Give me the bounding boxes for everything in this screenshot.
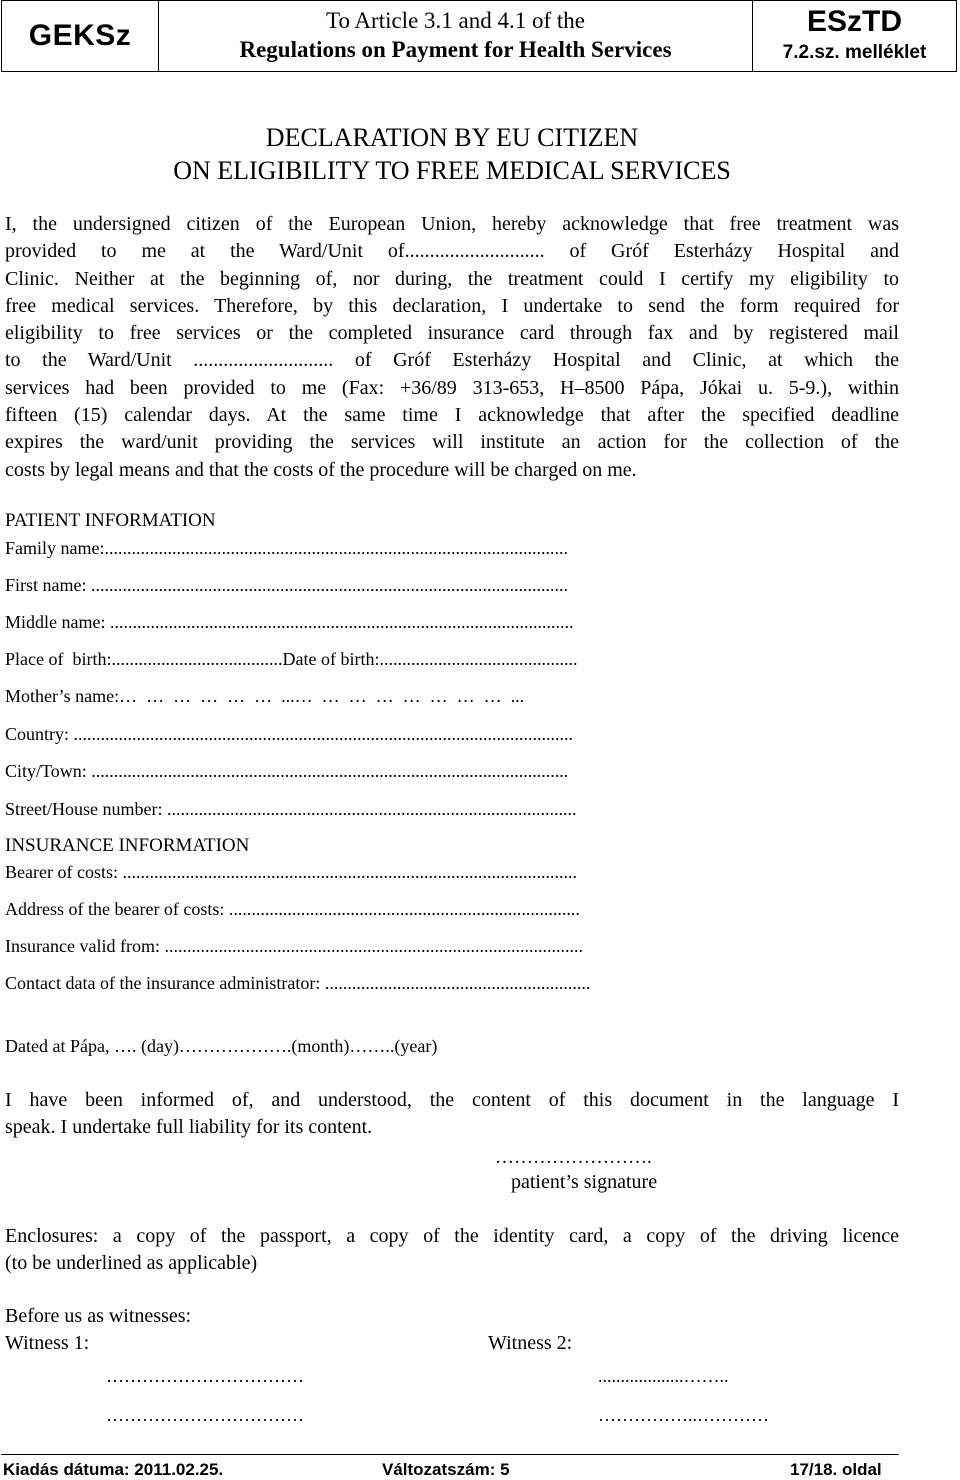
- family-name-field[interactable]: Family name:.......................................................................................................: [5, 538, 568, 558]
- annex-label: 7.2.sz. melléklet: [782, 42, 927, 63]
- paragraph-line: Clinic. Neither at the beginning of, nor during, the treatment could I certify my eligibility to: [5, 267, 899, 290]
- witness-2-label: Witness 2:: [488, 1332, 573, 1354]
- insurance-admin-contact-field[interactable]: Contact data of the insurance administrator: ...........................................................: [5, 973, 591, 993]
- paragraph-line: Enclosures: a copy of the passport, a copy of the identity card, a copy of the driving licence: [5, 1225, 899, 1247]
- dated-line[interactable]: Dated at Pápa, …. (day)……………….(month)……..(year): [5, 1036, 438, 1056]
- regulation-cell: [159, 1, 753, 71]
- regulation-line: Regulations on Payment for Health Services: [239, 37, 672, 62]
- place-date-of-birth-field[interactable]: Place of birth:......................................Date of birth:............................................: [5, 649, 578, 669]
- paragraph-line: expires the ward/unit providing the services will institute an action for the collection of the: [5, 431, 899, 454]
- mother-name-field[interactable]: Mother’s name:… … … … … … ...… … … … … … … … ...: [5, 686, 525, 706]
- footer-divider: [1, 1454, 899, 1455]
- paragraph-line: I have been informed of, and understood, the content of this document in the language I: [5, 1089, 899, 1111]
- paragraph-line: costs by legal means and that the costs of the procedure will be charged on me.: [5, 458, 637, 481]
- witness-1-name-line[interactable]: ……………………………: [106, 1405, 304, 1425]
- country-field[interactable]: Country: ...............................................................................................................: [5, 724, 574, 744]
- paragraph-line: eligibility to free services or the completed insurance card through fax and by registered mail: [5, 322, 899, 345]
- witness-1-signature-line[interactable]: ……………………………: [106, 1366, 304, 1386]
- version-number: Változatszám: 5: [382, 1460, 510, 1479]
- city-field[interactable]: City/Town: ..........................................................................................................: [5, 761, 569, 781]
- page-number: 17/18. oldal: [790, 1460, 882, 1479]
- first-name-field[interactable]: First name: ..........................................................................................................: [5, 575, 568, 595]
- document-code: ESzTD: [806, 5, 902, 38]
- insurance-info-heading: INSURANCE INFORMATION: [5, 835, 250, 856]
- document-header: [1, 0, 957, 72]
- insurance-valid-from-field[interactable]: Insurance valid from: .............................................................................................: [5, 936, 583, 956]
- declaration-paragraph: [5, 211, 899, 484]
- witnesses-heading: Before us as witnesses:: [5, 1305, 192, 1327]
- patient-info-heading: PATIENT INFORMATION: [5, 510, 216, 531]
- paragraph-line: (to be underlined as applicable): [5, 1252, 258, 1274]
- signature-dots[interactable]: …………………….: [495, 1147, 652, 1168]
- paragraph-line: provided to me at the Ward/Unit of............................ of Gróf Esterházy Hospital and: [5, 240, 899, 263]
- middle-name-field[interactable]: Middle name: .......................................................................................................: [5, 612, 574, 632]
- paragraph-line: services had been provided to me (Fax: +36/89 313-653, H–8500 Pápa, Jókai u. 5-9.), within: [5, 376, 899, 399]
- signature-label: patient’s signature: [511, 1171, 658, 1193]
- paragraph-line: fifteen (15) calendar days. At the same time I acknowledge that after the specified deadline: [5, 404, 899, 427]
- witness-1-label: Witness 1:: [5, 1332, 90, 1354]
- witness-2-name-line[interactable]: ……………..…………: [598, 1405, 769, 1425]
- bearer-of-costs-field[interactable]: Bearer of costs: .....................................................................................................: [5, 862, 577, 882]
- street-field[interactable]: Street/House number: ...........................................................................................: [5, 799, 577, 819]
- article-line: To Article 3.1 and 4.1 of the: [326, 8, 585, 33]
- paragraph-line: speak. I undertake full liability for its content.: [5, 1116, 373, 1138]
- bearer-address-field[interactable]: Address of the bearer of costs: ..............................................................................: [5, 899, 580, 919]
- code-cell: [753, 1, 956, 71]
- paragraph-line: I, the undersigned citizen of the European Union, hereby acknowledge that free treatment was: [5, 213, 899, 235]
- page-title-line-2: ON ELIGIBILITY TO FREE MEDICAL SERVICES: [173, 156, 731, 185]
- witness-2-signature-line[interactable]: ...................……..: [598, 1366, 729, 1386]
- paragraph-line: free medical services. Therefore, by this declaration, I undertake to send the form required for: [5, 294, 899, 317]
- enclosures-paragraph: [5, 1223, 899, 1277]
- page-title-line-1: DECLARATION BY EU CITIZEN: [265, 123, 639, 152]
- paragraph-line: to the Ward/Unit ............................ of Gróf Esterházy Hospital and Clinic, at which the: [5, 349, 899, 372]
- logo-cell: [2, 1, 159, 71]
- logo-text: GEKSz: [28, 19, 132, 52]
- informed-paragraph: [5, 1087, 899, 1141]
- issue-date: Kiadás dátuma: 2011.02.25.: [3, 1460, 224, 1479]
